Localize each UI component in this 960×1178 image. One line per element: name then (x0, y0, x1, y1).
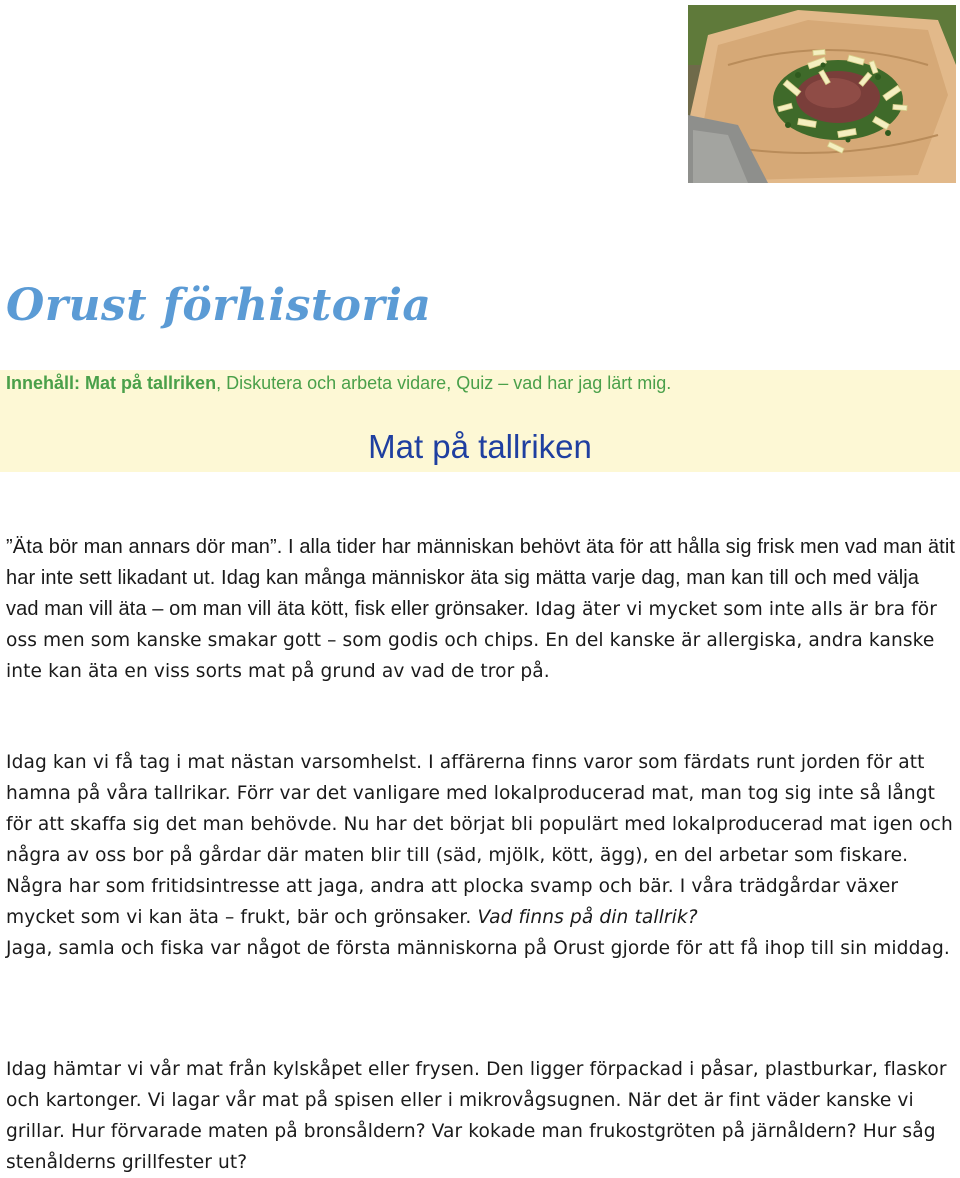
paragraph-2 (6, 747, 956, 964)
paragraph-2-main: Idag kan vi få tag i mat nästan varsomhelst. I affärerna finns varor som färdats runt jorden för att hamna på våra tallrikar. Förr var det vanligare med lokalproducerad mat, man tog sig inte så långt för att skaffa sig det man behövde. Nu har det börjat bli populärt med lokalproducerad mat igen och några av oss bor på gårdar där maten blir till (säd, mjölk, kött, ägg), en del arbetar som fiskare. Några har som fritidsintresse att jaga, andra att plocka svamp och bär. I våra trädgårdar växer mycket som vi kan äta – frukt, bär och grönsaker. (6, 752, 953, 928)
toc-label: Innehåll: (6, 373, 81, 393)
paragraph-3: Idag hämtar vi vår mat från kylskåpet eller frysen. Den ligger förpackad i påsar, plastburkar, flaskor och kartonger. Vi lagar vår mat på spisen eller i mikrovågsugnen. När det är fint väder kanske vi grillar. Hur förvarade maten på bronsåldern? Var kokade man frukostgröten på järnåldern? Hur såg stenålderns grillfester ut? (6, 1059, 947, 1173)
paragraph-1-rest: Idag äter vi mycket som inte alls är bra för oss men som kanske smakar gott – som godis och chips. En del kanske är allergiska, andra kanske inte kan äta en viss sorts mat på grund av vad de tror på. (6, 599, 938, 682)
paragraph-1 (6, 532, 956, 687)
table-of-contents (6, 373, 671, 394)
page-title: Orust förhistoria (6, 280, 432, 331)
paragraph-2-tail: Jaga, samla och fiska var något de första människorna på Orust gjorde för att få ihop till sin middag. (6, 938, 950, 959)
paragraph-2-question: Vad finns på din tallrik? (477, 907, 698, 928)
food-on-bark-photo (688, 5, 956, 183)
paragraph-1-lead: ”Äta bör man annars dör man”. I alla tider har människan behövt äta för att hålla sig frisk men vad man ätit har inte sett likadant ut. Idag kan många människor äta sig mätta varje dag, man kan till och med välja vad man vill äta – om man vill äta kött, fisk eller grönsaker. (6, 536, 956, 620)
section-heading: Mat på tallriken (368, 428, 592, 465)
toc-other-links[interactable]: , Diskutera och arbeta vidare, Quiz – vad har jag lärt mig. (216, 373, 672, 393)
toc-link-mat-pa-tallriken[interactable]: Mat på tallriken (85, 373, 217, 393)
